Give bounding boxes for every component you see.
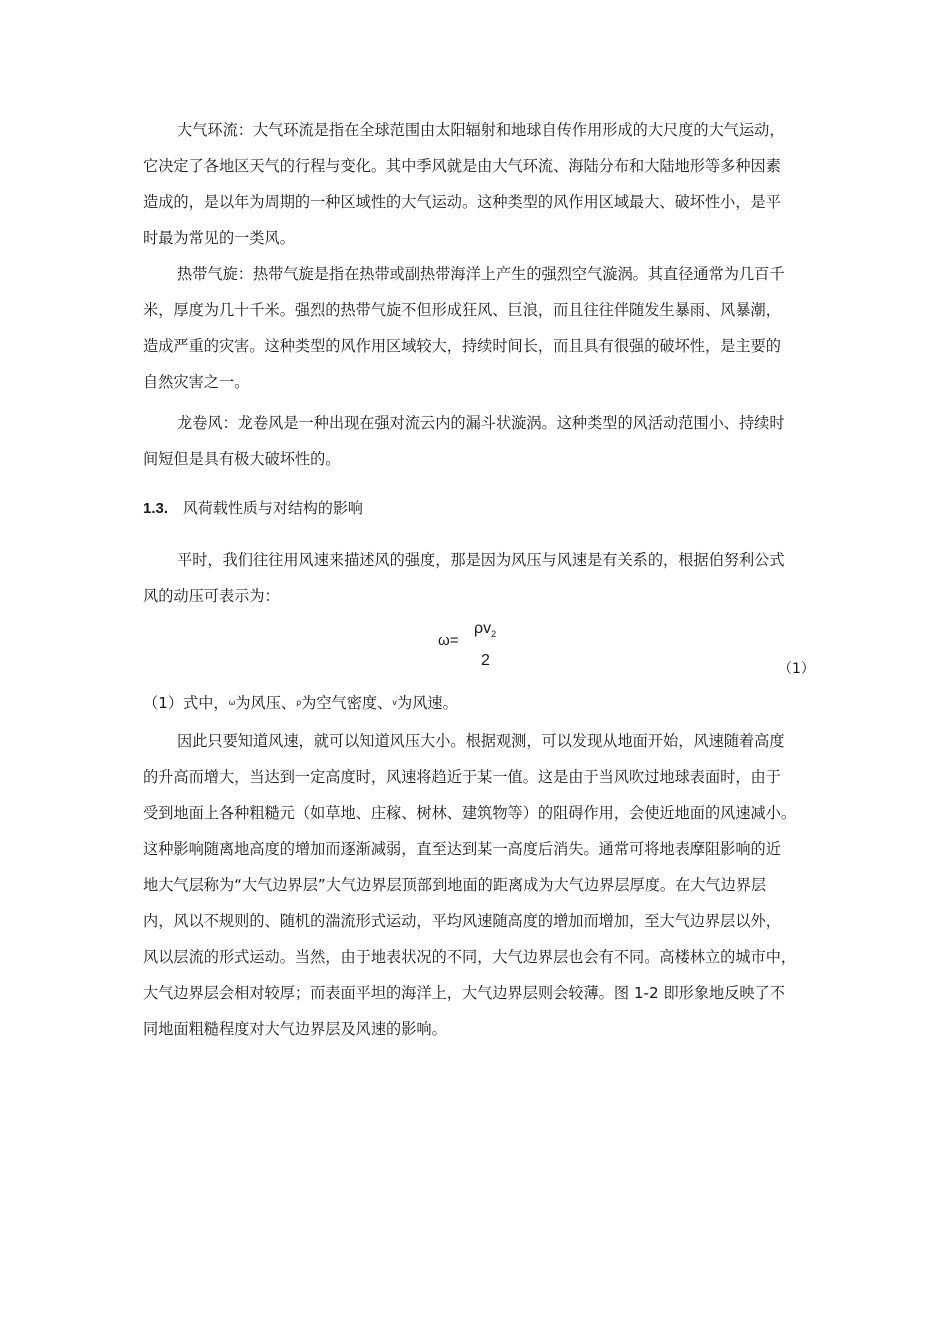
text-line: 风以层流的形式运动。当然，由于地表状况的不同，大气边界层也会有不同。高楼林立的城市中， (143, 948, 797, 966)
text-line: 风的动压可表示为： (143, 587, 280, 605)
text-line: 地大气层称为“大气边界层”大气边界层顶部到地面的距离成为大气边界层厚度。在大气边界层 (143, 876, 767, 894)
formula-numerator: $\rho v_2$ (474, 620, 497, 640)
text-line: 自然灾害之一。 (143, 373, 250, 391)
section-number: 1.3. (143, 500, 169, 517)
formula-lhs: ω= (438, 632, 459, 649)
text-line: 平时，我们往往用风速来描述风的强度，那是因为风压与风速是有关系的，根据伯努利公式 (177, 551, 785, 569)
text-line: 因此只要知道风速，就可以知道风压大小。根据观测，可以发现从地面开始，风速随着高度 (177, 732, 785, 750)
text-line: 米，厚度为几十千米。强烈的热带气旋不但形成狂风、巨浪，而且往往伴随发生暴雨、风暴潮， (143, 301, 781, 319)
text-line: 间短但是具有极大破坏性的。 (143, 450, 341, 468)
text-line: 造成严重的灾害。这种类型的风作用区域较大，持续时间长，而且具有很强的破坏性，是主要的 (143, 337, 781, 355)
text-line: 热带气旋：热带气旋是指在热带或副热带海洋上产生的强烈空气漩涡。其直径通常为几百千 (177, 265, 785, 283)
section-title: 风荷载性质与对结构的影响 (182, 499, 363, 517)
section-heading (143, 498, 363, 519)
text-line: 受到地面上各种粗糙元（如草地、庄稼、树林、建筑物等）的阻碍作用，会使近地面的风速减小。 (143, 804, 797, 822)
text-line: 它决定了各地区天气的行程与变化。其中季风就是由大气环流、海陆分布和大陆地形等多种因素 (143, 157, 781, 175)
formula-legend: （1）式中，ω为风压、ρ为空气密度、v为风速。 (143, 694, 458, 712)
text-line: 造成的，是以年为周期的一种区域性的大气运动。这种类型的风作用区域最大、破坏性小，是平 (143, 193, 781, 211)
text-line: 内，风以不规则的、随机的湍流形式运动，平均风速随高度的增加而增加，至大气边界层以外， (143, 912, 781, 930)
text-line: 同地面粗糙程度对大气边界层及风速的影响。 (143, 1020, 447, 1038)
text-line: 这种影响随离地高度的增加而逐渐减弱，直至达到某一高度后消失。通常可将地表摩阻影响的近 (143, 840, 781, 858)
equation-number: （1） (778, 661, 815, 677)
text-line: 大气环流：大气环流是指在全球范围由太阳辐射和地球自传作用形成的大尺度的大气运动， (177, 121, 785, 139)
text-line: 大气边界层会相对较厚；而表面平坦的海洋上，大气边界层则会较薄。图 1-2 即形象地反映了不 (143, 984, 785, 1002)
text-line: 的升高而增大，当达到一定高度时，风速将趋近于某一值。这是由于当风吹过地球表面时，由于 (143, 768, 781, 786)
text-line: 龙卷风：龙卷风是一种出现在强对流云内的漏斗状漩涡。这种类型的风活动范围小、持续时 (177, 414, 785, 432)
formula-denominator: 2 (481, 652, 490, 669)
text-line: 时最为常见的一类风。 (143, 229, 295, 247)
